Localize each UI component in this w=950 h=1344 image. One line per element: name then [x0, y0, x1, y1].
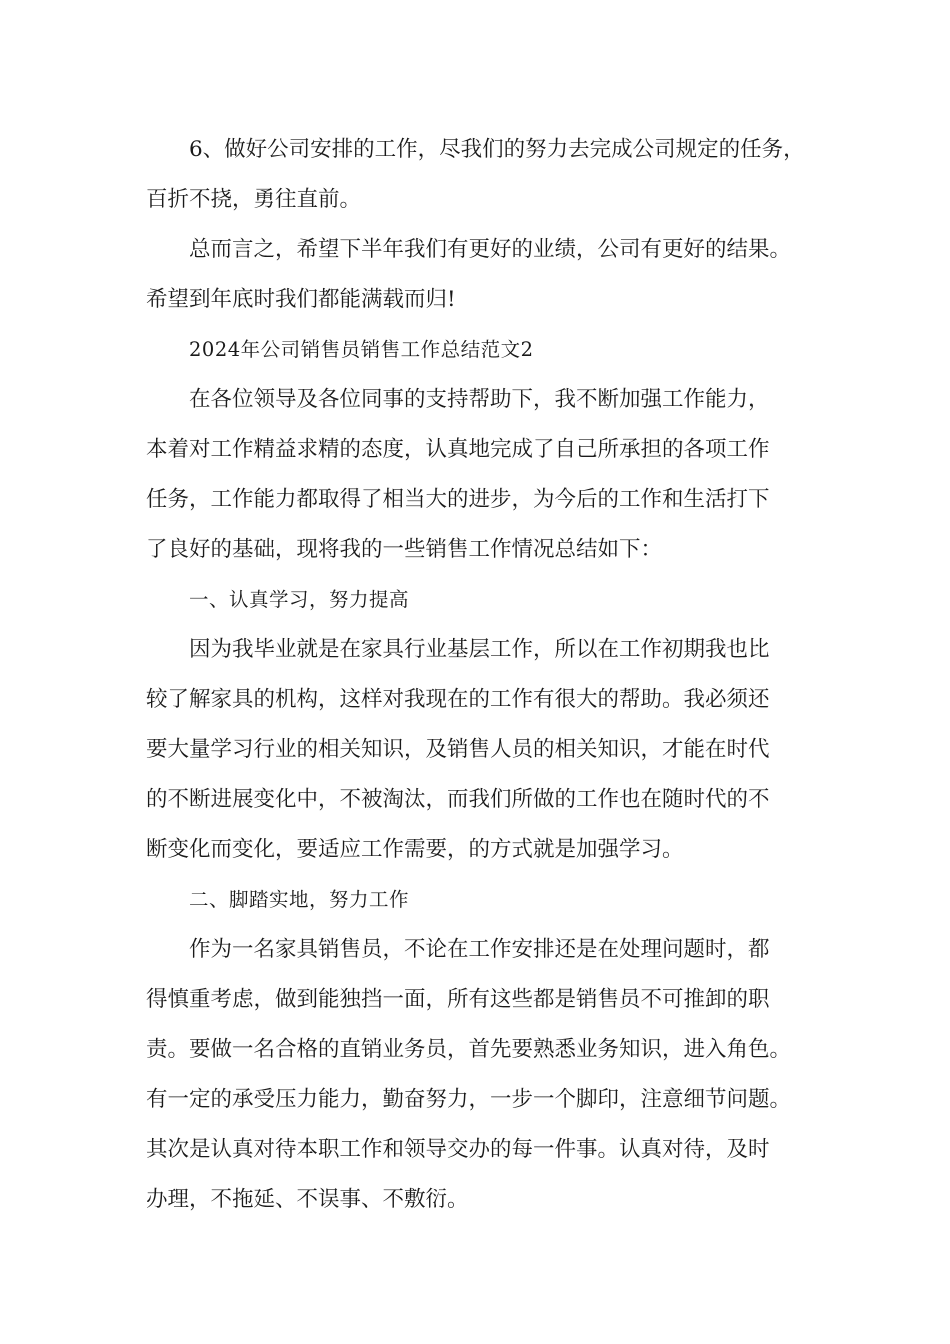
paragraph-line: 因为我毕业就是在家具行业基层工作，所以在工作初期我也比 [189, 637, 770, 662]
paragraph-line: 了良好的基础，现将我的一些销售工作情况总结如下： [146, 537, 663, 562]
section-title: 2024年公司销售员销售工作总结范文2 [189, 338, 534, 361]
paragraph-line: 有一定的承受压力能力，勤奋努力，一步一个脚印，注意细节问题。 [146, 1087, 792, 1112]
paragraph-line: 任务，工作能力都取得了相当大的进步，为今后的工作和生活打下 [146, 487, 770, 512]
paragraph-line: 6、做好公司安排的工作，尽我们的努力去完成公司规定的任务， [189, 137, 805, 162]
paragraph-line: 断变化而变化，要适应工作需要，的方式就是加强学习。 [146, 837, 684, 862]
paragraph-line: 要大量学习行业的相关知识，及销售人员的相关知识，才能在时代 [146, 737, 770, 762]
paragraph-line: 作为一名家具销售员，不论在工作安排还是在处理问题时，都 [189, 937, 770, 962]
paragraph-line: 其次是认真对待本职工作和领导交办的每一件事。认真对待，及时 [146, 1137, 770, 1162]
paragraph-line: 得慎重考虑，做到能独挡一面，所有这些都是销售员不可推卸的职 [146, 987, 770, 1012]
paragraph-line: 责。要做一名合格的直销业务员，首先要熟悉业务知识，进入角色。 [146, 1037, 792, 1062]
paragraph-line: 百折不挠，勇往直前。 [146, 187, 362, 212]
paragraph-line: 本着对工作精益求精的态度，认真地完成了自己所承担的各项工作 [146, 437, 770, 462]
paragraph-line: 希望到年底时我们都能满载而归! [146, 287, 456, 312]
paragraph-line: 较了解家具的机构，这样对我现在的工作有很大的帮助。我必须还 [146, 687, 770, 712]
paragraph-line: 的不断进展变化中，不被淘汰，而我们所做的工作也在随时代的不 [146, 787, 770, 812]
paragraph-line: 办理，不拖延、不误事、不敷衍。 [146, 1187, 469, 1212]
subsection-heading: 二、脚踏实地，努力工作 [189, 888, 410, 911]
paragraph-line: 在各位领导及各位同事的支持帮助下，我不断加强工作能力， [189, 387, 770, 412]
subsection-heading: 一、认真学习，努力提高 [189, 588, 410, 611]
paragraph-line: 总而言之，希望下半年我们有更好的业绩，公司有更好的结果。 [189, 237, 792, 262]
